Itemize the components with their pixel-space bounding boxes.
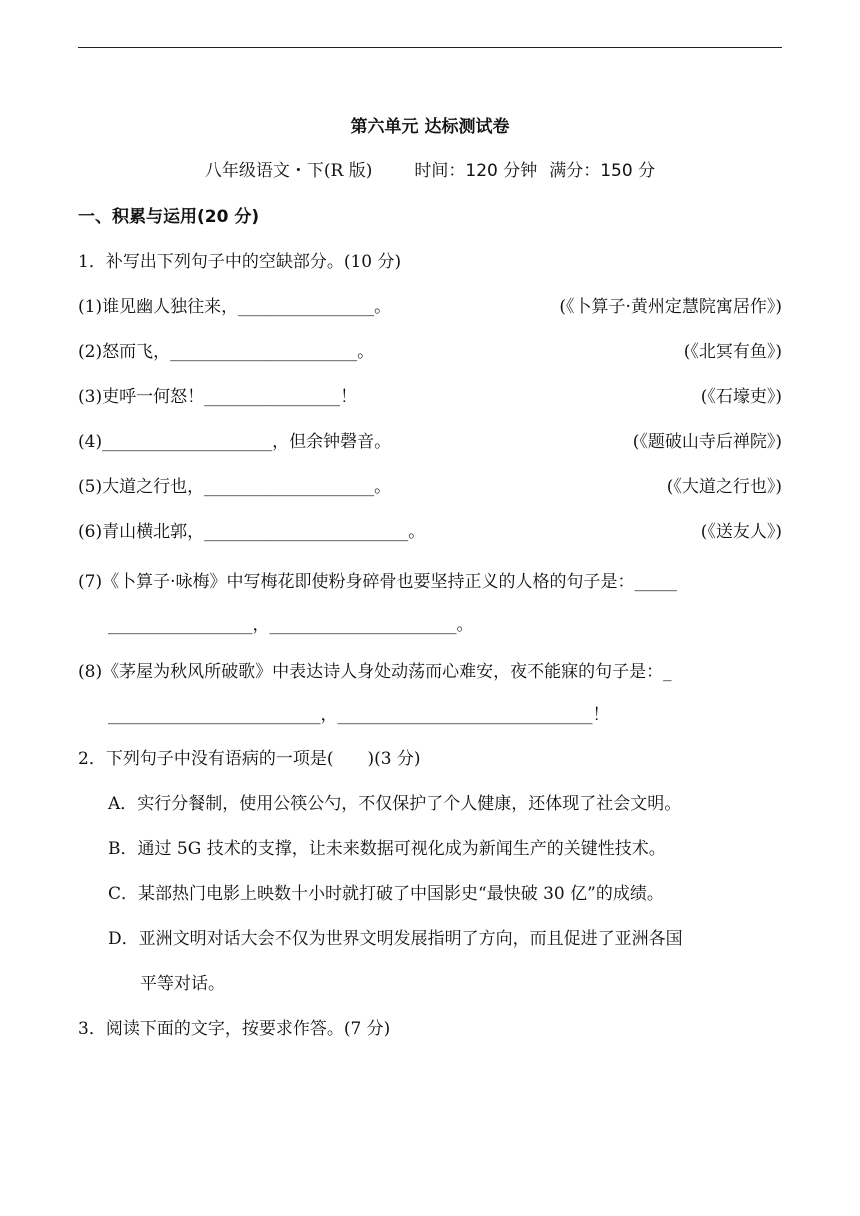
question-2-option-d-continued: 平等对话。: [140, 974, 225, 994]
question-1-item-5: (5)大道之行也，____________________。: [78, 477, 392, 497]
question-1-item-5-source: (《大道之行也》): [666, 477, 782, 497]
question-1-item-2: (2)怒而飞，______________________。: [78, 342, 375, 362]
score-label: 满分：150 分: [549, 161, 656, 181]
exam-info: [0, 160, 860, 182]
question-1-item-2-source: (《北冥有鱼》): [683, 342, 782, 362]
question-1-item-7-blanks: _________________，______________________。: [108, 615, 474, 635]
question-1-item-6: (6)青山横北郭，________________________。: [78, 522, 426, 542]
question-2-option-c: C．某部热门电影上映数十小时就打破了中国影史“最快破 30 亿”的成绩。: [108, 884, 664, 904]
question-1-item-4: (4)____________________，但余钟磬音。: [78, 432, 392, 452]
grade-label: 八年级语文・下(R 版): [204, 161, 373, 181]
question-2-option-b: B．通过 5G 技术的支撑，让未来数据可视化成为新闻生产的关键性技术。: [108, 839, 666, 859]
question-1-item-6-source: (《送友人》): [700, 522, 782, 542]
time-label: 时间：120 分钟: [414, 161, 538, 181]
question-1-item-1: (1)谁见幽人独往来，________________。: [78, 297, 392, 317]
question-3-prompt: 3．阅读下面的文字，按要求作答。(7 分): [78, 1019, 391, 1039]
question-2-option-a: A．实行分餐制，使用公筷公勺，不仅保护了个人健康，还体现了社会文明。: [108, 794, 682, 814]
question-2-prompt: 2．下列句子中没有语病的一项是( )(3 分): [78, 749, 421, 769]
question-1-prompt: 1．补写出下列句子中的空缺部分。(10 分): [78, 252, 402, 272]
page-title: 第六单元 达标测试卷: [350, 117, 510, 137]
question-1-item-7: (7)《卜算子·咏梅》中写梅花即使粉身碎骨也要坚持正义的人格的句子是：_____: [78, 572, 677, 592]
header-rule: [78, 47, 782, 48]
question-1-item-8: (8)《茅屋为秋风所破歌》中表达诗人身处动荡而心难安，夜不能寐的句子是：_: [78, 662, 672, 682]
question-2-option-d: D．亚洲文明对话大会不仅为世界文明发展指明了方向，而且促进了亚洲各国: [108, 929, 683, 949]
question-1-item-3: (3)吏呼一何怒！________________！: [78, 387, 358, 407]
question-1-item-4-source: (《题破山寺后禅院》): [632, 432, 782, 452]
question-1-item-3-source: (《石壕吏》): [700, 387, 782, 407]
question-1-item-1-source: (《卜算子·黄州定慧院寓居作》): [559, 297, 782, 317]
section-heading: 一、积累与运用(20 分): [78, 207, 260, 227]
question-1-item-8-blanks: _________________________，______________________________！: [108, 705, 610, 725]
